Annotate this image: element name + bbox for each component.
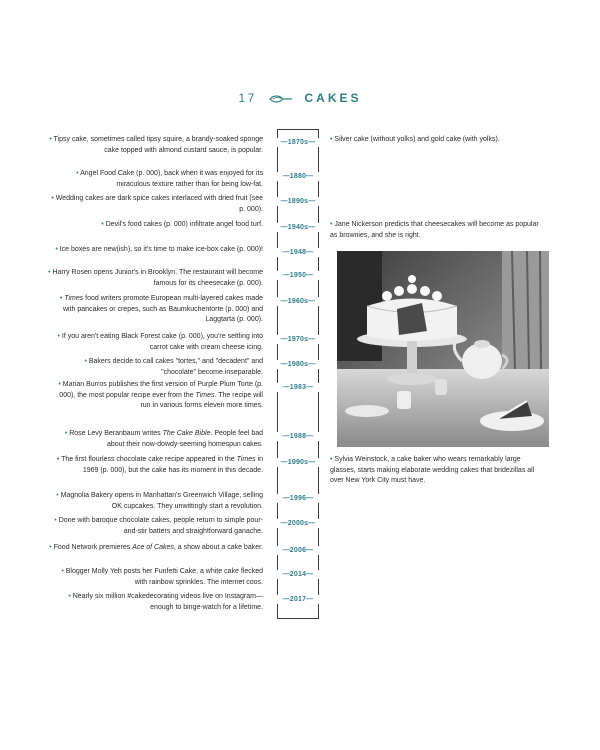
bullet-icon: • [330, 456, 335, 463]
timeline-decade: —1970s— [273, 335, 323, 344]
bullet-icon: • [49, 544, 54, 551]
bullet-icon: • [330, 136, 335, 143]
timeline-entry-text: , a show about a cake baker. [173, 544, 263, 551]
timeline-entry-left [48, 194, 263, 215]
timeline-entry-left [48, 592, 263, 613]
timeline-entry-left [48, 543, 263, 554]
timeline-decade: —1980s— [273, 360, 323, 369]
bullet-icon: • [58, 381, 63, 388]
timeline-entry-left [48, 245, 263, 256]
timeline-entry-text: Angel Food Cake (p. 000), back when it was enjoyed for its miraculous texture rather than for being low-fat. [80, 170, 263, 188]
timeline-decade: —2000s— [273, 519, 323, 528]
timeline-entry-left [48, 567, 263, 588]
bullet-icon: • [56, 456, 62, 463]
timeline-entry-italic: Times [236, 456, 256, 463]
bullet-icon: • [330, 221, 335, 228]
bullet-icon: • [61, 568, 66, 575]
timeline-decade: —1988— [273, 432, 323, 441]
timeline-entry-left [48, 491, 263, 512]
timeline-entry-right [330, 455, 545, 487]
bullet-icon: • [49, 136, 54, 143]
cake-photo-illustration [337, 251, 549, 447]
timeline-entry-text: Jane Nickerson predicts that cheesecakes will become as popular as brownies, and she is right. [330, 221, 539, 239]
timeline-entry-text: Marian Burros publishes the first version of Purple Plum Torte (p. 000), the most popular recipe ever from the [59, 381, 263, 399]
timeline-entry-text: Devil's food cakes (p. 000) infiltrate angel food turf. [105, 221, 263, 228]
bullet-icon: • [76, 170, 81, 177]
whisk-ornament-icon [269, 94, 293, 104]
timeline-entry-left [48, 332, 263, 353]
timeline-entry-text: Tipsy cake, sometimes called tipsy squire, a brandy-soaked sponge cake topped with almond custard sauce, is popular. [53, 136, 263, 154]
bullet-icon: • [51, 195, 56, 202]
timeline-entry-left [48, 429, 263, 450]
timeline-entry-italic: The Cake Bible [162, 430, 211, 437]
bullet-icon: • [48, 269, 53, 276]
timeline-decade: —1948— [273, 248, 323, 257]
timeline-entry-right [330, 135, 545, 146]
timeline-decade: —1960s— [273, 297, 323, 306]
timeline-entry-left [48, 135, 263, 156]
timeline-entry-left [48, 220, 263, 231]
timeline-entry-text: The first flourless chocolate cake recipe appeared in the [61, 456, 237, 463]
timeline-decade: —1890s— [273, 197, 323, 206]
timeline-entry-text: Blogger Molly Yeh posts her Funfetti Cake, a white cake flecked with rainbow sprinkles. The internet coos. [65, 568, 263, 586]
timeline-entry-text: food writers promote European multi-layered cakes made with pancakes or crepes, such as Baumkuchentorte (p. 000) and Laggtarta (p. 000). [63, 295, 263, 324]
cake-photo [337, 251, 549, 447]
timeline-entry-left [48, 294, 263, 326]
timeline-decade: —2006— [273, 546, 323, 555]
timeline-entry-text: . The recipe will run in various forms eleven more times. [140, 391, 263, 410]
bullet-icon: • [84, 358, 89, 365]
timeline-entry-text: Nearly six million #cakedecorating videos live on Instagram—enough to binge-watch for a lifetime. [72, 593, 263, 611]
timeline-entry-text: Wedding cakes are dark spice cakes interlaced with dried fruit (see p. 000). [55, 195, 263, 213]
timeline-decade: —2014— [273, 570, 323, 579]
bullet-icon: • [56, 492, 61, 499]
timeline-decade: —2017— [273, 595, 323, 604]
timeline-entry-left [48, 455, 263, 476]
timeline-entry-text: Sylvia Weinstock, a cake baker who wears remarkably large glasses, starts making elaborate wedding cakes that bridezillas all over New York City must have. [330, 456, 535, 485]
timeline-entry-text: Food Network premieres [53, 544, 133, 551]
timeline-entry-text: Rose Levy Beranbaum writes [69, 430, 163, 437]
timeline-decade: —1940s— [273, 223, 323, 232]
timeline-entry-left [48, 268, 263, 289]
timeline-decade: —1880— [273, 172, 323, 181]
timeline-decade: —1996— [273, 494, 323, 503]
timeline-entry-text: Silver cake (without yolks) and gold cake (with yolks). [334, 136, 500, 143]
timeline-entry-text: Bakers decide to call cakes "tortes," and "decadent" and "chocolate" become inseparable. [88, 358, 263, 376]
chapter-header [0, 91, 600, 105]
timeline-entry-text: If you aren't eating Black Forest cake (p. 000), you're settling into carrot cake with cream cheese icing. [61, 333, 263, 351]
bullet-icon: • [54, 517, 59, 524]
timeline-entry-text: . People feel bad about their now-dowdy-seeming homespun cakes. [106, 430, 263, 448]
timeline-decade: —1990s— [273, 458, 323, 467]
bullet-icon: • [55, 246, 60, 253]
bullet-icon: • [59, 295, 65, 302]
bullet-icon: • [57, 333, 62, 340]
bullet-icon: • [101, 221, 106, 228]
timeline-entry-left [48, 169, 263, 190]
bullet-icon: • [68, 593, 73, 600]
timeline-entry-text: in 1969 (p. 000), but the cake has its moment in this decade. [82, 456, 263, 474]
timeline-entry-text: Done with baroque chocolate cakes, people return to simple pour-and-stir batters and straightforward ganache. [58, 517, 263, 535]
timeline-entry-left [48, 380, 263, 412]
chapter-number: 17 [238, 91, 257, 105]
timeline-entry-text: Ice boxes are new(ish), so it's time to make ice-box cake (p. 000)! [59, 246, 263, 253]
timeline-entry-right [330, 220, 545, 241]
timeline-entry-left [48, 357, 263, 378]
bullet-icon: • [64, 430, 70, 437]
timeline-decade: —1870s— [273, 138, 323, 147]
timeline-decade: —1983— [273, 383, 323, 392]
timeline-entry-text: Harry Rosen opens Junior's in Brooklyn. The restaurant will become famous for its cheesecake (p. 000). [52, 269, 263, 287]
timeline-entry-italic: Ace of Cakes [132, 544, 174, 551]
timeline-entry-text: Magnolia Bakery opens in Manhattan's Greenwich Village, selling OK cupcakes. They unwittingly start a revolution. [60, 492, 263, 510]
timeline-entry-italic: Times [195, 391, 215, 399]
timeline-entry-left [48, 516, 263, 537]
timeline-decade: —1950— [273, 271, 323, 280]
chapter-title: CAKES [304, 91, 362, 105]
timeline-entry-italic: Times [64, 295, 84, 302]
